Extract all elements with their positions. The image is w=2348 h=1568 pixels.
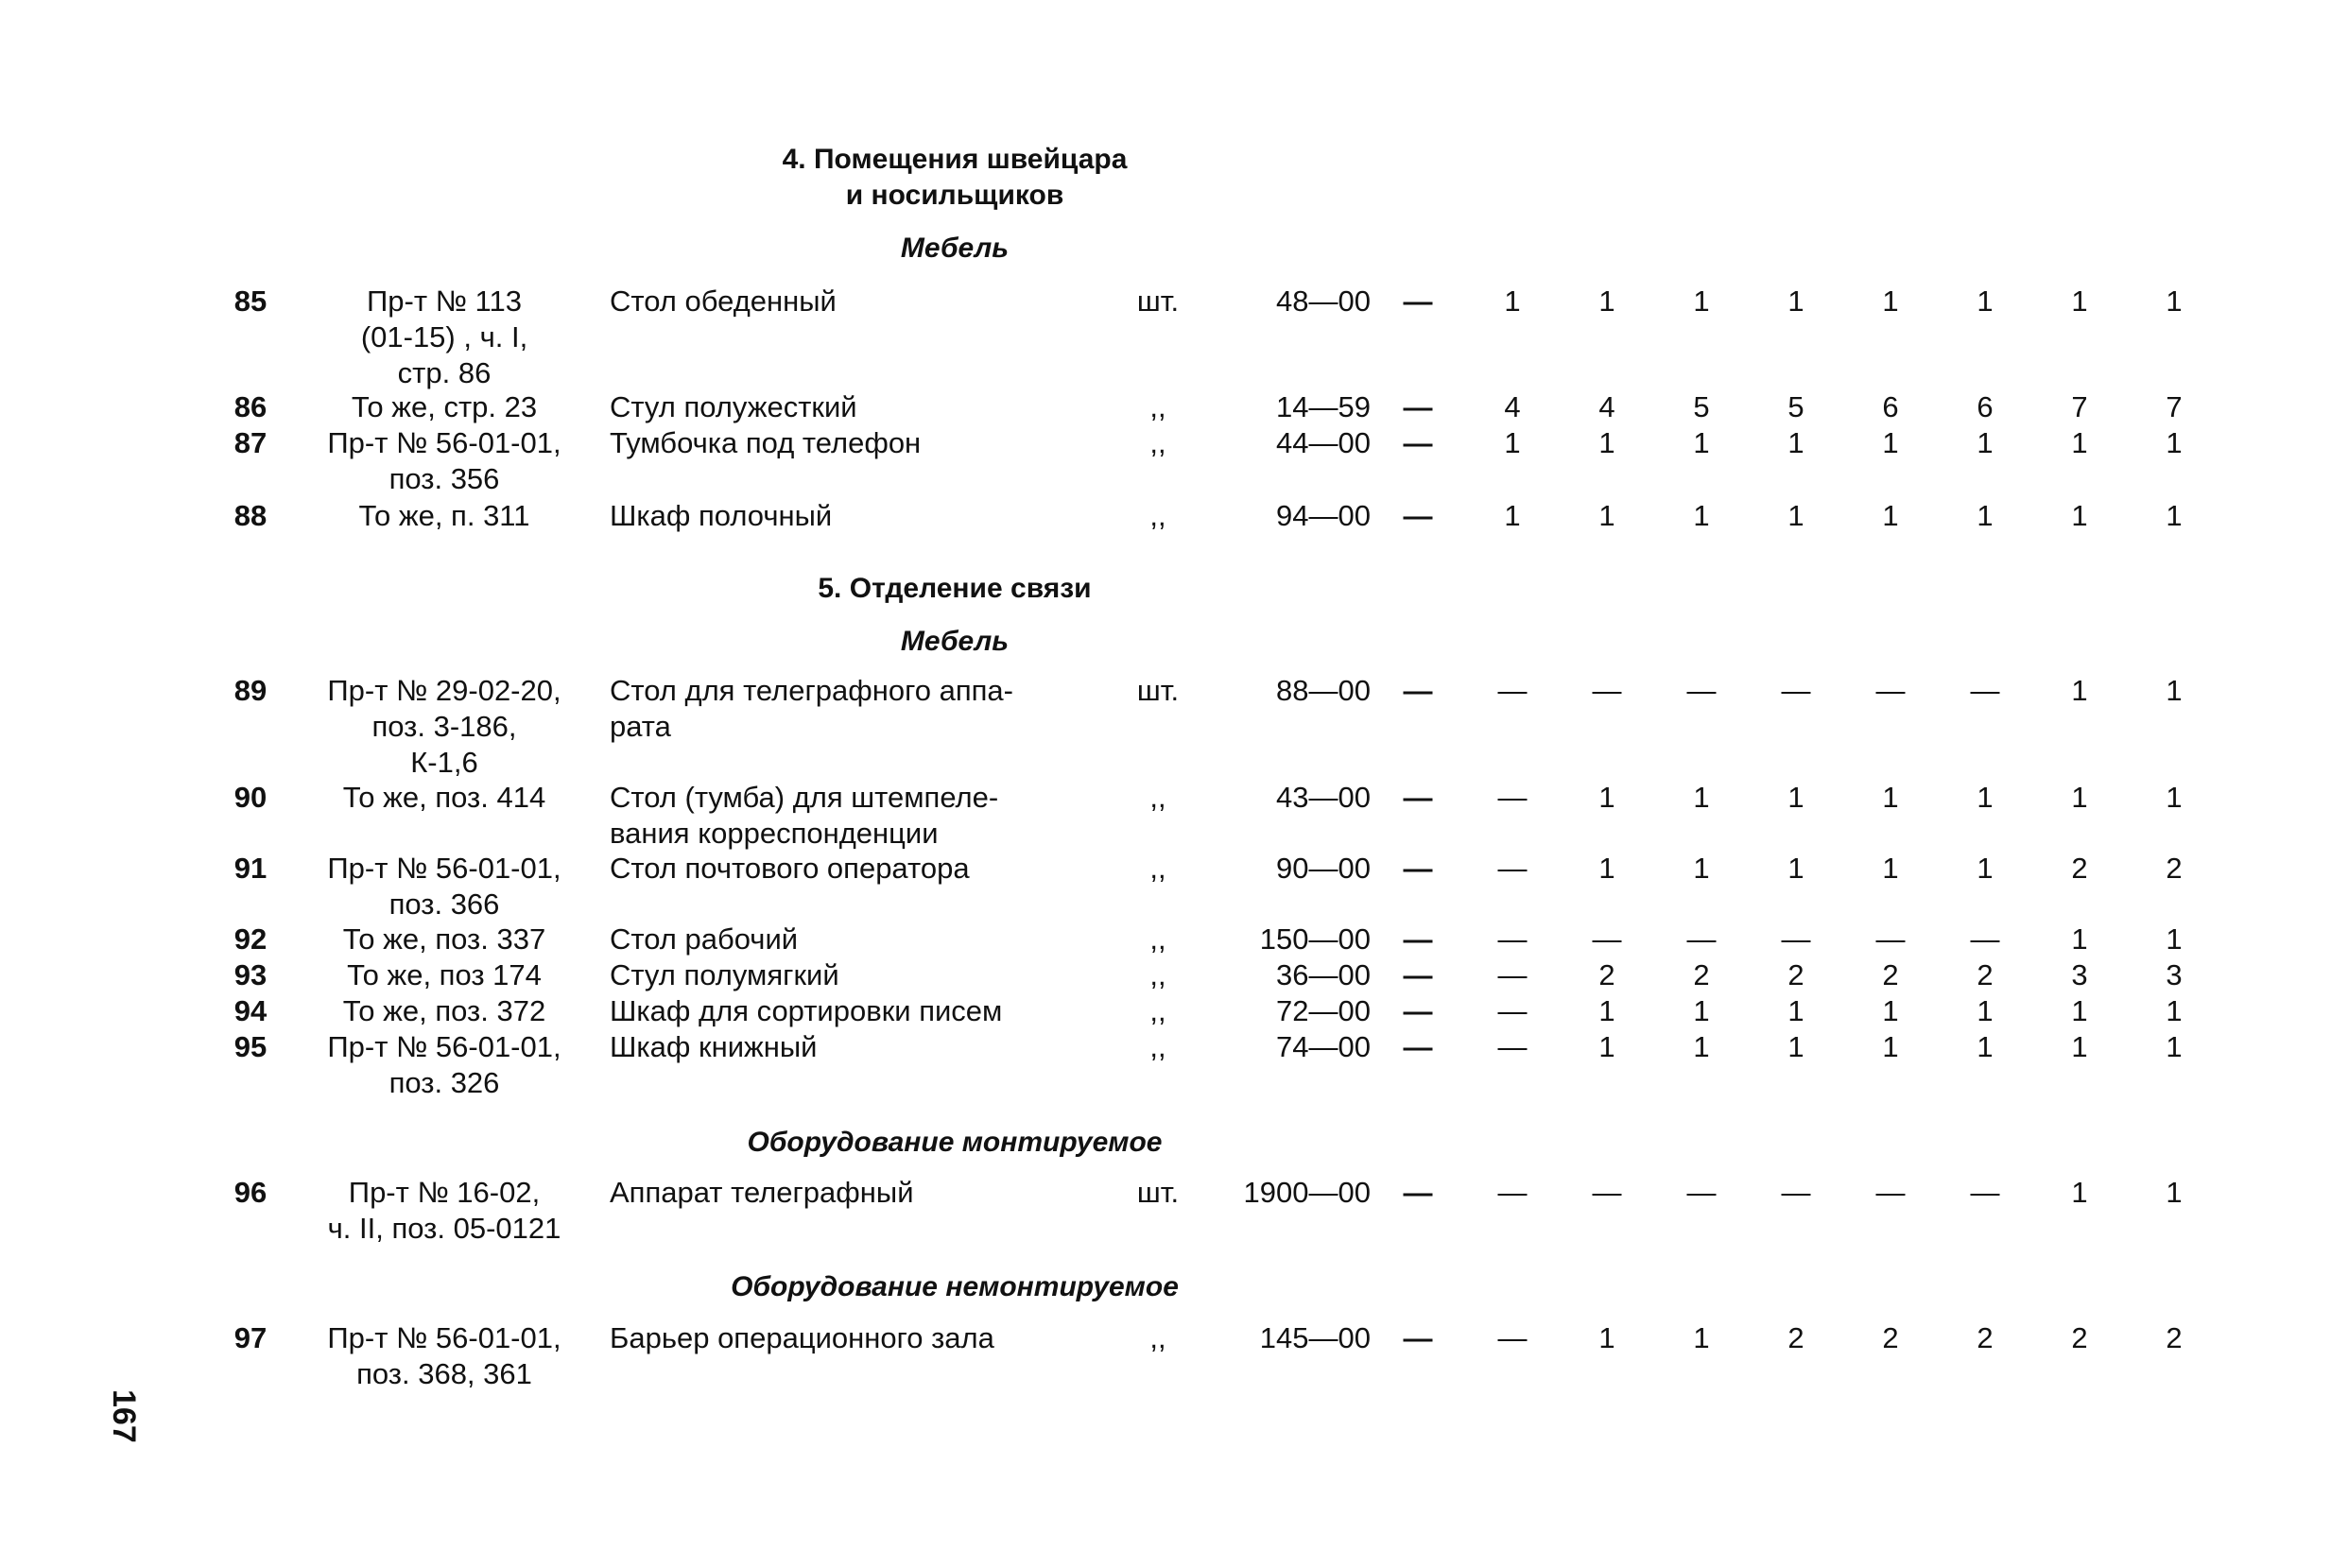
row-number: 95 xyxy=(233,1030,268,1063)
row-quantity-1: 1 xyxy=(1504,499,1521,532)
row-quantity-3: 1 xyxy=(1693,426,1710,459)
row-reference: Пр-т № 29-02-20, поз. 3-186, К-1,6 xyxy=(327,674,561,779)
row-reference: Пр-т № 56-01-01, поз. 368, 361 xyxy=(327,1321,561,1390)
row-quantity-7: 1 xyxy=(2071,994,2088,1027)
row-quantity-3: 2 xyxy=(1693,958,1710,991)
row-reference: То же, поз. 414 xyxy=(342,781,546,814)
row-quantity-5: 2 xyxy=(1882,958,1899,991)
row-unit: ,, xyxy=(1149,922,1166,956)
row-number: 97 xyxy=(233,1321,268,1354)
row-quantity-0: — xyxy=(1403,994,1433,1027)
row-quantity-4: — xyxy=(1781,922,1811,956)
row-quantity-4: 2 xyxy=(1787,958,1804,991)
row-unit: ,, xyxy=(1149,390,1166,423)
row-quantity-1: 1 xyxy=(1504,426,1521,459)
row-quantity-4: 1 xyxy=(1787,284,1804,318)
row-quantity-6: 6 xyxy=(1977,390,1994,423)
row-unit: ,, xyxy=(1149,994,1166,1027)
table-row xyxy=(0,851,2348,921)
row-price: 44—00 xyxy=(1276,426,1371,459)
table-row xyxy=(0,498,2348,536)
row-quantity-8: 1 xyxy=(2166,781,2183,814)
row-price: 72—00 xyxy=(1276,994,1371,1027)
row-quantity-8: 1 xyxy=(2166,426,2183,459)
row-quantity-0: — xyxy=(1403,958,1433,991)
section-5-subtitle: Мебель xyxy=(900,626,1010,657)
row-reference: Пр-т № 56-01-01, поз. 326 xyxy=(327,1030,561,1099)
row-quantity-2: 1 xyxy=(1598,852,1615,885)
row-reference: Пр-т № 56-01-01, поз. 356 xyxy=(327,426,561,495)
row-item-name: Стол почтового оператора xyxy=(610,852,970,885)
row-quantity-6: 1 xyxy=(1977,499,1994,532)
row-price: 14—59 xyxy=(1276,390,1371,423)
row-quantity-6: 1 xyxy=(1977,1030,1994,1063)
row-quantity-7: 1 xyxy=(2071,781,2088,814)
row-number: 90 xyxy=(233,781,268,814)
row-quantity-1: 1 xyxy=(1504,284,1521,318)
table-row xyxy=(0,993,2348,1031)
page-number: 167 xyxy=(106,1389,142,1443)
row-quantity-3: 1 xyxy=(1693,1321,1710,1354)
row-unit: ,, xyxy=(1149,499,1166,532)
row-item-name: Шкаф книжный xyxy=(610,1030,818,1063)
row-reference: То же, поз. 372 xyxy=(342,994,546,1027)
row-quantity-3: 1 xyxy=(1693,1030,1710,1063)
row-price: 74—00 xyxy=(1276,1030,1371,1063)
row-number: 86 xyxy=(233,390,268,423)
row-quantity-2: 1 xyxy=(1598,426,1615,459)
row-quantity-4: 1 xyxy=(1787,426,1804,459)
row-quantity-1: 4 xyxy=(1504,390,1521,423)
row-quantity-0: — xyxy=(1403,426,1433,459)
row-quantity-5: — xyxy=(1875,922,1906,956)
row-quantity-3: — xyxy=(1686,674,1717,707)
row-quantity-8: 1 xyxy=(2166,499,2183,532)
row-quantity-2: — xyxy=(1592,1176,1622,1209)
row-reference: То же, поз. 337 xyxy=(342,922,546,956)
row-quantity-3: 1 xyxy=(1693,499,1710,532)
row-quantity-6: 1 xyxy=(1977,852,1994,885)
row-quantity-7: 1 xyxy=(2071,426,2088,459)
table-row xyxy=(0,922,2348,959)
row-unit: ,, xyxy=(1149,958,1166,991)
row-quantity-1: — xyxy=(1497,781,1528,814)
row-unit: шт. xyxy=(1136,1176,1180,1209)
row-quantity-1: — xyxy=(1497,994,1528,1027)
row-number: 93 xyxy=(233,958,268,991)
row-quantity-1: — xyxy=(1497,852,1528,885)
row-price: 43—00 xyxy=(1276,781,1371,814)
row-number: 91 xyxy=(233,852,268,885)
row-quantity-2: 1 xyxy=(1598,499,1615,532)
row-quantity-2: 2 xyxy=(1598,958,1615,991)
row-quantity-7: 1 xyxy=(2071,1176,2088,1209)
row-quantity-8: 1 xyxy=(2166,1176,2183,1209)
section-5-title: 5. Отделение связи xyxy=(818,573,1092,604)
row-number: 94 xyxy=(233,994,268,1027)
row-quantity-3: 1 xyxy=(1693,852,1710,885)
row-number: 88 xyxy=(233,499,268,532)
row-quantity-4: 1 xyxy=(1787,994,1804,1027)
row-quantity-5: 1 xyxy=(1882,781,1899,814)
row-quantity-6: 2 xyxy=(1977,1321,1994,1354)
row-quantity-3: 5 xyxy=(1693,390,1710,423)
row-quantity-4: — xyxy=(1781,1176,1811,1209)
row-price: 88—00 xyxy=(1276,674,1371,707)
row-quantity-7: 3 xyxy=(2071,958,2088,991)
row-unit: ,, xyxy=(1149,1321,1166,1354)
row-quantity-2: 1 xyxy=(1598,994,1615,1027)
row-quantity-3: 1 xyxy=(1693,781,1710,814)
row-quantity-6: 1 xyxy=(1977,426,1994,459)
row-quantity-0: — xyxy=(1403,852,1433,885)
row-quantity-4: 1 xyxy=(1787,499,1804,532)
row-quantity-3: 1 xyxy=(1693,284,1710,318)
row-quantity-1: — xyxy=(1497,674,1528,707)
row-quantity-8: 2 xyxy=(2166,1321,2183,1354)
row-quantity-7: 1 xyxy=(2071,922,2088,956)
row-quantity-0: — xyxy=(1403,1176,1433,1209)
row-quantity-7: 7 xyxy=(2071,390,2088,423)
row-quantity-4: 1 xyxy=(1787,781,1804,814)
subsection-mounted: Оборудование монтируемое xyxy=(747,1127,1163,1158)
row-quantity-8: 1 xyxy=(2166,674,2183,707)
row-unit: ,, xyxy=(1149,781,1166,814)
row-quantity-7: 1 xyxy=(2071,284,2088,318)
row-quantity-6: — xyxy=(1970,922,2000,956)
row-unit: шт. xyxy=(1136,284,1180,318)
row-quantity-1: — xyxy=(1497,1030,1528,1063)
row-number: 92 xyxy=(233,922,268,956)
row-quantity-7: 1 xyxy=(2071,674,2088,707)
table-row xyxy=(0,1175,2348,1245)
row-quantity-3: — xyxy=(1686,922,1717,956)
row-price: 36—00 xyxy=(1276,958,1371,991)
row-quantity-0: — xyxy=(1403,284,1433,318)
row-number: 96 xyxy=(233,1176,268,1209)
row-price: 48—00 xyxy=(1276,284,1371,318)
row-item-name: Шкаф полочный xyxy=(610,499,833,532)
table-row xyxy=(0,425,2348,495)
row-quantity-8: 1 xyxy=(2166,284,2183,318)
row-price: 90—00 xyxy=(1276,852,1371,885)
row-unit: шт. xyxy=(1136,674,1180,707)
row-quantity-5: 1 xyxy=(1882,852,1899,885)
row-quantity-7: 2 xyxy=(2071,852,2088,885)
row-unit: ,, xyxy=(1149,1030,1166,1063)
row-quantity-5: 6 xyxy=(1882,390,1899,423)
row-quantity-6: 2 xyxy=(1977,958,1994,991)
row-number: 89 xyxy=(233,674,268,707)
table-row xyxy=(0,284,2348,389)
row-quantity-0: — xyxy=(1403,674,1433,707)
row-quantity-5: 1 xyxy=(1882,499,1899,532)
row-price: 94—00 xyxy=(1276,499,1371,532)
row-quantity-2: 1 xyxy=(1598,1030,1615,1063)
row-item-name: Стул полужесткий xyxy=(610,390,857,423)
table-row xyxy=(0,389,2348,427)
table-row xyxy=(0,1320,2348,1390)
row-quantity-4: 1 xyxy=(1787,1030,1804,1063)
row-item-name: Аппарат телеграфный xyxy=(610,1176,914,1209)
row-price: 145—00 xyxy=(1259,1321,1371,1354)
row-quantity-5: 2 xyxy=(1882,1321,1899,1354)
row-quantity-4: 1 xyxy=(1787,852,1804,885)
row-reference: То же, стр. 23 xyxy=(351,390,538,423)
section-4-title-line2: и носильщиков xyxy=(845,180,1064,211)
row-price: 1900—00 xyxy=(1243,1176,1371,1209)
row-quantity-0: — xyxy=(1403,390,1433,423)
row-quantity-8: 3 xyxy=(2166,958,2183,991)
row-quantity-5: 1 xyxy=(1882,994,1899,1027)
row-item-name: Тумбочка под телефон xyxy=(610,426,922,459)
row-quantity-1: — xyxy=(1497,1176,1528,1209)
row-quantity-4: 2 xyxy=(1787,1321,1804,1354)
row-quantity-1: — xyxy=(1497,922,1528,956)
row-quantity-2: 1 xyxy=(1598,284,1615,318)
table-row xyxy=(0,957,2348,995)
row-quantity-4: 5 xyxy=(1787,390,1804,423)
row-quantity-0: — xyxy=(1403,1321,1433,1354)
row-item-name: Стол обеденный xyxy=(610,284,837,318)
table-row xyxy=(0,673,2348,779)
row-number: 85 xyxy=(233,284,268,318)
row-quantity-4: — xyxy=(1781,674,1811,707)
table-row xyxy=(0,780,2348,850)
row-quantity-7: 1 xyxy=(2071,1030,2088,1063)
row-quantity-8: 1 xyxy=(2166,922,2183,956)
row-reference: Пр-т № 56-01-01, поз. 366 xyxy=(327,852,561,921)
row-reference: Пр-т № 113 (01-15) , ч. I, стр. 86 xyxy=(360,284,528,389)
row-unit: ,, xyxy=(1149,426,1166,459)
row-quantity-5: 1 xyxy=(1882,1030,1899,1063)
row-item-name: Стол рабочий xyxy=(610,922,799,956)
row-item-name: Стул полумягкий xyxy=(610,958,839,991)
row-quantity-6: 1 xyxy=(1977,994,1994,1027)
row-quantity-5: 1 xyxy=(1882,426,1899,459)
row-quantity-0: — xyxy=(1403,1030,1433,1063)
row-quantity-2: — xyxy=(1592,922,1622,956)
row-quantity-2: 1 xyxy=(1598,1321,1615,1354)
row-quantity-2: — xyxy=(1592,674,1622,707)
row-quantity-1: — xyxy=(1497,958,1528,991)
row-quantity-0: — xyxy=(1403,781,1433,814)
row-quantity-1: — xyxy=(1497,1321,1528,1354)
row-quantity-6: 1 xyxy=(1977,284,1994,318)
row-quantity-8: 2 xyxy=(2166,852,2183,885)
row-number: 87 xyxy=(233,426,268,459)
row-item-name: Стол для телеграфного аппа- рата xyxy=(610,674,1013,743)
row-quantity-3: — xyxy=(1686,1176,1717,1209)
row-quantity-2: 1 xyxy=(1598,781,1615,814)
row-reference: Пр-т № 16-02, ч. II, поз. 05-0121 xyxy=(327,1176,561,1245)
row-unit: ,, xyxy=(1149,852,1166,885)
row-item-name: Шкаф для сортировки писем xyxy=(610,994,1003,1027)
row-reference: То же, поз 174 xyxy=(347,958,542,991)
row-quantity-5: 1 xyxy=(1882,284,1899,318)
row-item-name: Стол (тумба) для штемпеле- вания корреспонденции xyxy=(610,781,999,850)
table-row xyxy=(0,1029,2348,1099)
subsection-unmounted: Оборудование немонтируемое xyxy=(731,1271,1179,1302)
row-item-name: Барьер операционного зала xyxy=(610,1321,994,1354)
row-quantity-5: — xyxy=(1875,1176,1906,1209)
row-quantity-5: — xyxy=(1875,674,1906,707)
row-quantity-6: — xyxy=(1970,1176,2000,1209)
row-quantity-8: 7 xyxy=(2166,390,2183,423)
row-quantity-2: 4 xyxy=(1598,390,1615,423)
row-quantity-8: 1 xyxy=(2166,1030,2183,1063)
row-quantity-0: — xyxy=(1403,922,1433,956)
row-quantity-7: 2 xyxy=(2071,1321,2088,1354)
row-price: 150—00 xyxy=(1259,922,1371,956)
row-quantity-8: 1 xyxy=(2166,994,2183,1027)
section-4-subtitle: Мебель xyxy=(900,233,1010,264)
row-quantity-7: 1 xyxy=(2071,499,2088,532)
row-reference: То же, п. 311 xyxy=(358,499,530,532)
row-quantity-0: — xyxy=(1403,499,1433,532)
row-quantity-6: — xyxy=(1970,674,2000,707)
section-4-title-line1: 4. Помещения швейцара xyxy=(782,144,1128,175)
row-quantity-6: 1 xyxy=(1977,781,1994,814)
row-quantity-3: 1 xyxy=(1693,994,1710,1027)
